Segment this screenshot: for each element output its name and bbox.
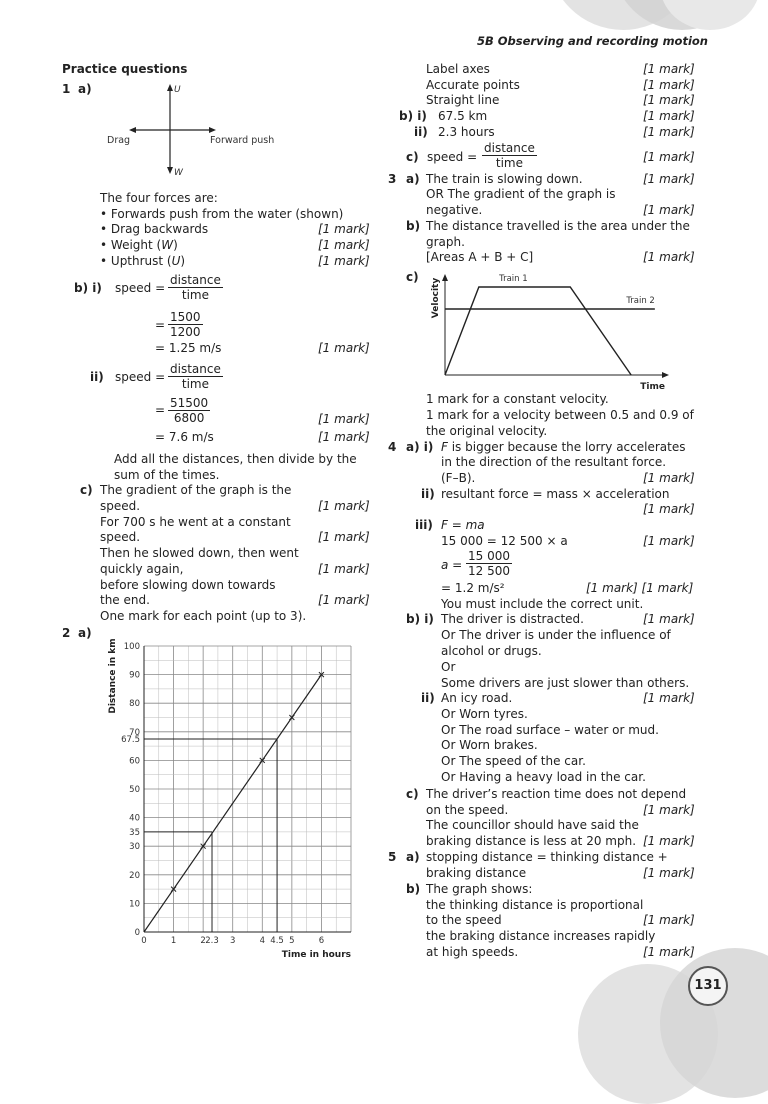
q1c-mark-4: [1 mark] [318,530,370,544]
y-tick-label: 80 [129,699,140,710]
q4c-line-1: The driver’s reaction time does not depend [426,787,687,801]
q3b-line-1: The distance travelled is the area under the [426,219,690,233]
q4bii-line-2: Or Worn tyres. [441,707,528,721]
series-line-train-1 [445,287,631,375]
q1bi-mark: [1 mark] [318,341,370,355]
q1bi-f2-den: 1200 [170,325,201,339]
q2c-label: c) [406,150,419,164]
q4bi-line-1: The driver is distracted. [441,612,584,626]
q1c-line-8: the end. [100,593,150,607]
q1bi-fraction-1 [168,273,223,302]
q4bii-line-5: Or The speed of the car. [441,754,586,768]
q2bi-text: 67.5 km [438,109,488,123]
q1bii-speed: speed = [115,370,166,384]
x-axis-label: Time in hours [281,950,351,960]
q1bi-speed: speed = [115,281,166,295]
force-label-down: W [174,168,183,178]
q3a-label: a) [406,172,420,186]
q3c-note-2: 1 mark for a velocity between 0.5 and 0.9 of [426,408,694,422]
y-tick-label: 30 [129,842,140,853]
q5b-line-2: the thinking distance is proportional [426,898,644,912]
x-tick-label: 3 [230,936,236,946]
q1bii-note-1: Add all the distances, then divide by the [114,452,357,466]
q1bii-mark-2: [1 mark] [318,430,370,444]
q1bii-f2-num: 51500 [170,396,209,410]
q4aii-mark: [1 mark] [643,502,695,516]
q4c-line-3: The councillor should have said the [426,818,639,832]
bullet-3: • Weight (W) [100,238,178,252]
q4bii-line-6: Or Having a heavy load in the car. [441,770,646,784]
q2a-mark-2: [1 mark] [643,78,695,92]
y-tick-label: 50 [129,785,140,795]
q1c-line-6: quickly again, [100,562,184,576]
q4bi-mark: [1 mark] [643,612,695,626]
q2a-mark-text-1: Label axes [426,62,490,76]
q2bi-mark: [1 mark] [643,109,695,123]
bullet-4-mark: [1 mark] [318,254,370,268]
bullet-1-text: Forwards push from the water (shown) [110,207,344,221]
q4bii-label: ii) [421,691,435,705]
q1bi-label: b) i) [74,281,102,295]
q1c-line-9: One mark for each point (up to 3). [100,609,307,623]
x-axis-label: Time [640,382,665,392]
q4c-label: c) [406,787,419,801]
x-axis-arrow-icon [662,372,669,378]
q2a-mark-text-2: Accurate points [426,78,520,92]
q1bii-fraction-1 [168,362,223,391]
q5-number: 5 [388,850,397,864]
q4bii-line-4: Or Worn brakes. [441,738,538,752]
q2bii-text: 2.3 hours [438,125,495,139]
x-tick-label: 4.5 [270,936,284,946]
q1c-mark-2: [1 mark] [318,499,370,513]
x-tick-label: 2.3 [205,936,219,946]
force-diagram [100,80,280,180]
q4aiii-line2: 15 000 = 12 500 × a [441,534,568,548]
q1bi-f2-num: 1500 [170,310,201,324]
q4c-line-2: on the speed. [426,803,509,817]
section-header: 5B Observing and recording motion [476,34,708,48]
bullet-2-text: Drag backwards [110,222,209,236]
q1bi-fraction-2 [168,310,203,339]
q1bii-f1-num: distance [170,362,221,376]
q4bii-line-1: An icy road. [441,691,513,705]
x-tick-label: 5 [289,936,295,946]
y-tick-label: 35 [129,827,140,838]
bullet-1: • Forwards push from the water (shown) [100,207,344,221]
q1bi-f1-num: distance [170,273,221,287]
x-tick-label: 4 [259,936,265,946]
q3c-note-1: 1 mark for a constant velocity. [426,392,609,406]
q1bii-label: ii) [90,370,104,384]
q4aiii-eq: F = ma [441,518,485,532]
x-tick-label: 0 [141,936,147,946]
q3b-label: b) [406,219,421,233]
q4bi-line-3: alcohol or drugs. [441,644,542,658]
q4c-mark-4: [1 mark] [643,834,695,848]
y-tick-label: 20 [129,870,140,881]
q3a-line-3: negative. [426,203,483,217]
y-axis-label: Velocity [431,277,441,319]
y-tick-label: 70 [129,727,140,738]
q2a-mark-1: [1 mark] [643,62,695,76]
q4bi-line-2: Or The driver is under the influence of [441,628,671,642]
q2bii-mark: [1 mark] [643,125,695,139]
q3a-mark-1: [1 mark] [643,172,695,186]
x-tick-label: 6 [318,936,325,946]
q4aiii-a: a = [441,558,463,572]
q1-number: 1 [62,82,71,96]
q1bi-result: = 1.25 m/s [155,341,222,355]
q2c-mark: [1 mark] [643,150,695,164]
q1a-label: a) [78,82,92,96]
q4ai-sym: F [441,440,448,454]
bullet-3-pre: Weight ( [110,238,162,252]
q5b-line-3: to the speed [426,913,502,927]
q2bi-label: b) i) [399,109,427,123]
distance-time-chart [100,630,365,960]
page-number: 131 [688,966,728,1006]
q4aii-label: ii) [421,487,435,501]
forces-intro: The four forces are: [100,191,218,205]
q5b-line-5: at high speeds. [426,945,519,959]
bullet-3-post: ) [173,238,178,252]
bullet-3-mark: [1 mark] [318,238,370,252]
y-axis-label: Distance in km [108,638,118,714]
y-tick-label: 0 [134,928,140,938]
y-tick-label: 10 [129,899,140,910]
q4ai-mark: [1 mark] [643,471,695,485]
practice-title: Practice questions [62,62,188,76]
q5a-label: a) [406,850,420,864]
q4aiii-result: = 1.2 m/s² [441,581,505,595]
q1c-mark-8: [1 mark] [318,593,370,607]
q3b-line-2: graph. [426,235,465,249]
q1bi-f1-den: time [181,288,209,302]
q1bii-f1-den: time [181,377,209,391]
q3a-mark-3: [1 mark] [643,203,695,217]
bullet-4-sym: U [171,254,181,268]
q1c-line-5: Then he slowed down, then went [100,546,299,560]
x-tick-label: 1 [170,936,177,946]
arrowhead-down-icon [167,167,173,174]
q2bii-label: ii) [414,125,428,139]
q2a-mark-text-3: Straight line [426,93,500,107]
q2-number: 2 [62,626,71,640]
q5a-mark: [1 mark] [643,866,695,880]
bullet-2: • Drag backwards [100,222,209,236]
q1c-line-4: speed. [100,530,141,544]
q4-number: 4 [388,440,397,454]
q3b-line-3: [Areas A + B + C] [426,250,534,264]
q1c-line-1: The gradient of the graph is the [100,483,292,497]
q1bi-eq: = [155,318,166,332]
q4aiii-label: iii) [415,518,433,532]
q4bi-line-5: Some drivers are just slower than others. [441,676,690,690]
q5a-line-1: stopping distance = thinking distance + [426,850,668,864]
q4bii-mark: [1 mark] [643,691,695,705]
q2c-f-den: time [495,156,523,170]
q1c-label: c) [80,483,93,497]
q1c-line-3: For 700 s he went at a constant [100,515,291,529]
q5b-label: b) [406,882,421,896]
q2a-label: a) [78,626,92,640]
q4aiii-f-num: 15 000 [468,549,510,563]
q3-number: 3 [388,172,397,186]
y-tick-label: 90 [129,670,140,681]
arrowhead-up-icon [167,84,173,91]
force-label-up: U [174,85,181,95]
q4c-line-4: braking distance is less at 20 mph. [426,834,637,848]
x-tick-label: 2 [200,936,206,946]
q4bi-label: b) i) [406,612,434,626]
q1c-line-2: speed. [100,499,141,513]
q4ai-label: a) i) [406,440,434,454]
q1bii-fraction-2 [168,396,210,425]
bullet-3-sym: W [161,238,174,252]
q1bii-note-2: sum of the times. [114,468,220,482]
bullet-4-post: ) [180,254,186,268]
q4ai-line-2: in the direction of the resultant force. [441,455,667,469]
force-label-right: Forward push [210,135,275,146]
q5b-mark-3: [1 mark] [643,913,695,927]
arrowhead-left-icon [129,127,136,133]
q3b-mark-3: [1 mark] [643,250,695,264]
bullet-4-pre: Upthrust ( [110,254,172,268]
q4aiii-f-den: 12 500 [468,564,510,578]
velocity-time-chart [425,270,670,395]
q4aiii-marks: [1 mark] [1 mark] [586,581,694,595]
q4aiii-note: You must include the correct unit. [441,597,644,611]
q4c-mark-2: [1 mark] [643,803,695,817]
y-tick-label: 40 [129,813,140,824]
q1c-line-7: before slowing down towards [100,578,276,592]
q4ai-line-3: (F–B). [441,471,476,485]
q4aii-text: resultant force = mass × acceleration [441,487,670,501]
q1bii-f2-den: 6800 [173,411,205,425]
arrowhead-right-icon [209,127,216,133]
q2c-fraction [482,141,537,170]
y-tick-label: 67.5 [121,734,140,745]
y-tick-label: 100 [123,642,140,652]
q1c-mark-6: [1 mark] [318,562,370,576]
y-axis-arrow-icon [442,274,448,281]
q2c-f-num: distance [484,141,535,155]
bullet-2-mark: [1 mark] [318,222,370,236]
q5b-line-4: the braking distance increases rapidly [426,929,656,943]
q3a-line-2: OR The gradient of the graph is [426,187,616,201]
q2a-mark-3: [1 mark] [643,93,695,107]
q4bi-line-4: Or [441,660,456,674]
q4ai-line-1-text: is bigger because the lorry accelerates [447,440,686,454]
q4aiii-fraction [466,549,512,578]
y-tick-label: 60 [129,756,140,767]
q4aiii-mark-1: [1 mark] [643,534,695,548]
q5b-line-1: The graph shows: [426,882,533,896]
q2c-speed: speed = [427,150,478,164]
series-label-train-1: Train 1 [499,274,528,284]
q3c-label: c) [406,270,419,284]
q1bii-result: = 7.6 m/s [155,430,214,444]
force-label-left: Drag [107,135,131,146]
q5a-line-2: braking distance [426,866,527,880]
q3c-note-3: the original velocity. [426,424,548,438]
q1bii-eq: = [155,403,166,417]
q3a-line-1: The train is slowing down. [426,172,583,186]
bullet-4: • Upthrust (U) [100,254,186,268]
q1bii-mark-1: [1 mark] [318,412,370,426]
series-label-train-2: Train 2 [626,296,655,306]
q4ai-line-1 [441,440,685,455]
q5b-mark-5: [1 mark] [643,945,695,959]
q4bii-line-3: Or The road surface – water or mud. [441,723,659,737]
